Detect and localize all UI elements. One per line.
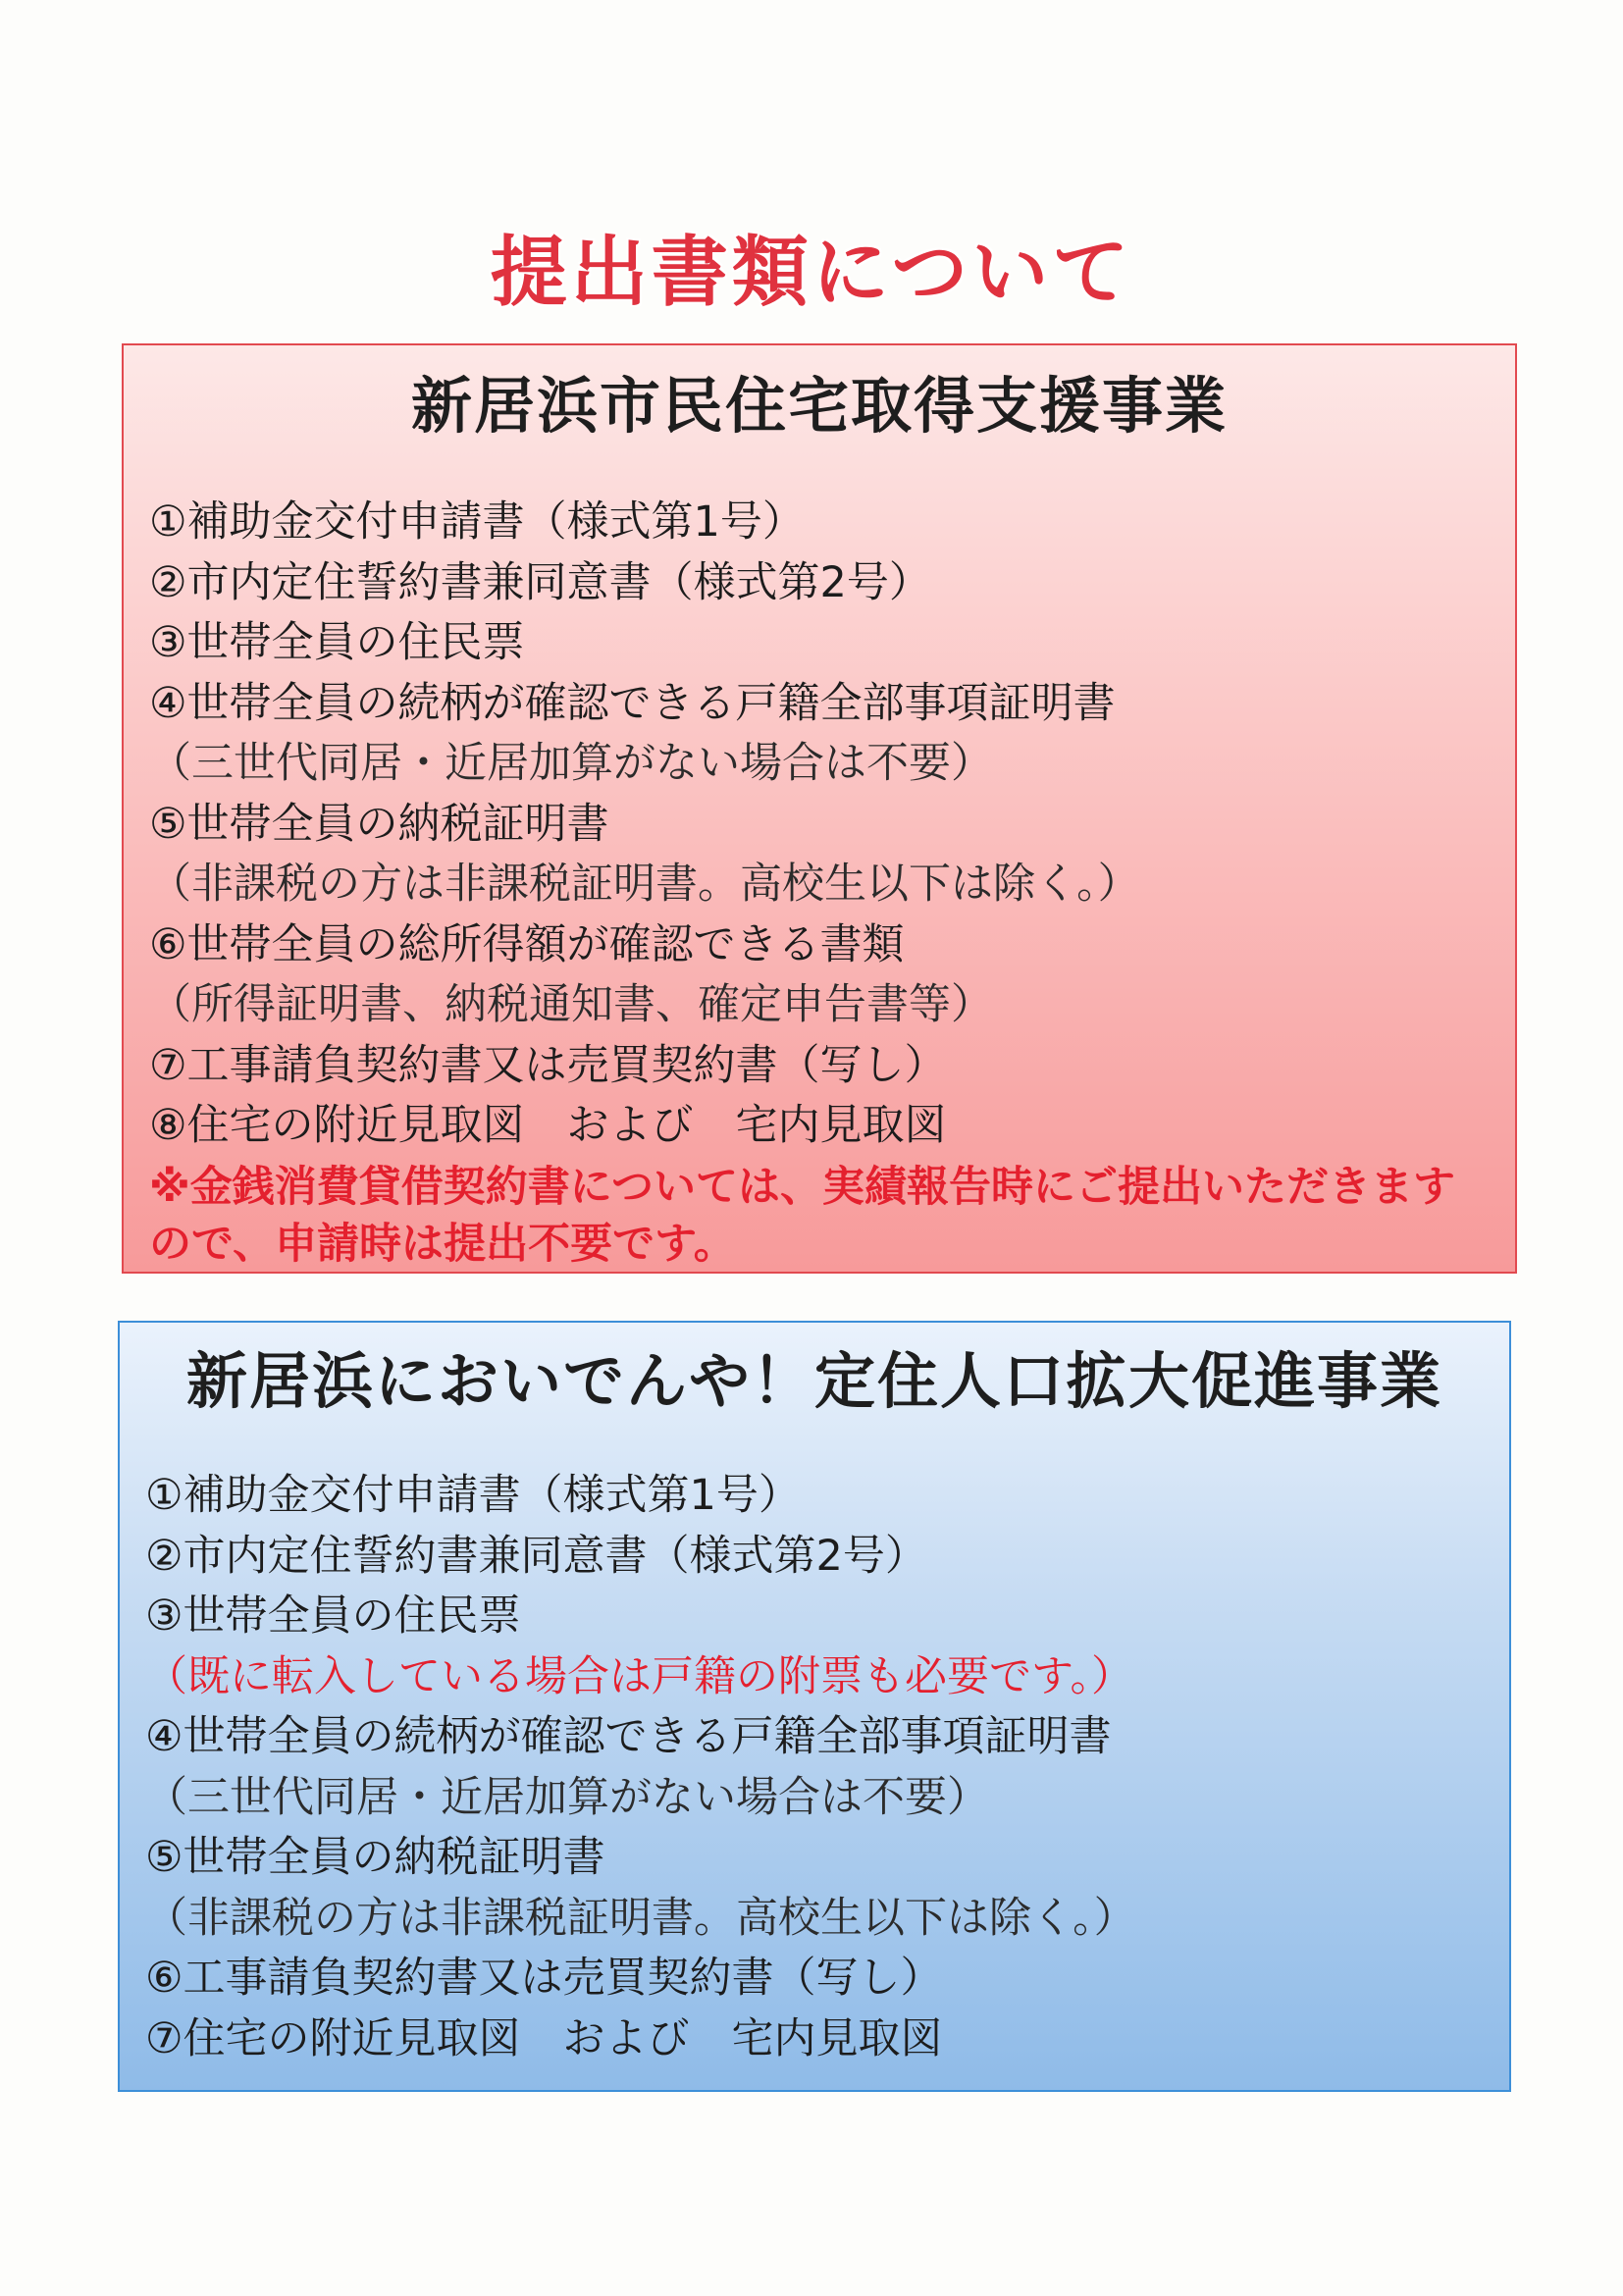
list-item: ②市内定住誓約書兼同意書（様式第2号） [145, 1531, 927, 1581]
list-item-note: （三世代同居・近居加算がない場合は不要） [149, 739, 993, 788]
list-item: ⑧住宅の附近見取図 および 宅内見取図 [149, 1101, 947, 1150]
section-housing-support [122, 343, 1517, 1274]
list-item: ④世帯全員の続柄が確認できる戸籍全部事項証明書 [149, 678, 1116, 728]
section-settlement-promotion [118, 1321, 1511, 2092]
list-item-note: （非課税の方は非課税証明書。高校生以下は除く。） [145, 1893, 1136, 1943]
list-item: ⑦住宅の附近見取図 および 宅内見取図 [145, 2013, 943, 2063]
list-item: ①補助金交付申請書（様式第1号） [149, 497, 805, 547]
list-item-note: （三世代同居・近居加算がない場合は不要） [145, 1772, 989, 1822]
list-item: ⑦工事請負契約書又は売買契約書（写し） [149, 1040, 947, 1090]
list-item: ⑤世帯全員の納税証明書 [145, 1833, 605, 1882]
section-heading: 新居浜市民住宅取得支援事業 [410, 370, 1228, 442]
document-list [149, 493, 1495, 1273]
list-item: ④世帯全員の続柄が確認できる戸籍全部事項証明書 [145, 1712, 1112, 1761]
section-heading: 新居浜においでんや！定住人口拡大促進事業 [185, 1345, 1442, 1417]
list-item: ②市内定住誓約書兼同意書（様式第2号） [149, 557, 931, 607]
list-item-alert: （既に転入している場合は戸籍の附票も必要です。） [145, 1651, 1134, 1701]
list-item: ③世帯全員の住民票 [149, 618, 525, 667]
list-item: ⑥工事請負契約書又は売買契約書（写し） [145, 1954, 943, 2003]
page-title: 提出書類について [490, 229, 1133, 317]
list-item-note: （所得証明書、納税通知書、確定申告書等） [149, 980, 993, 1029]
list-item: ⑥世帯全員の総所得額が確認できる書類 [149, 919, 905, 969]
document-list [145, 1466, 1490, 2069]
list-item: ③世帯全員の住民票 [145, 1592, 521, 1641]
list-item: ⑤世帯全員の納税証明書 [149, 799, 609, 849]
warning-note: ※金銭消費貸借契約書については、実績報告時にご提出いただきますので、申請時は提出不要です。 [149, 1162, 1455, 1269]
list-item-note: （非課税の方は非課税証明書。高校生以下は除く。） [149, 860, 1140, 909]
list-item: ①補助金交付申請書（様式第1号） [145, 1471, 801, 1520]
